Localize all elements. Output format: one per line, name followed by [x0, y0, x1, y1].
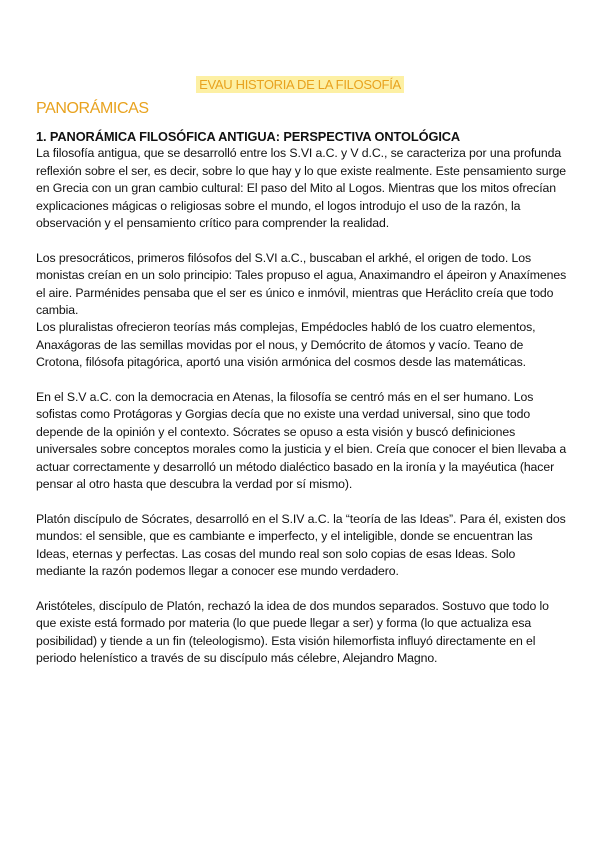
document-title	[0, 77, 600, 92]
document-body	[36, 128, 568, 685]
paragraph: En el S.V a.C. con la democracia en Atenas, la filosofía se centró más en el ser humano. Los sofistas como Protágoras y Gorgias decía que no existe una verdad universal, sino que todo depende de la opinión y el contexto. Sócrates se opuso a esta visión y buscó definiciones universales sobre conceptos morales como la justicia y el bien. Creía que conocer el bien llevaba a actuar correctamente y desarrolló un método dialéctico basado en la ironía y la mayéutica (hacer pensar al otro hasta que descubra la verdad por sí mismo).	[36, 390, 567, 492]
section-heading: PANORÁMICAS	[36, 100, 149, 117]
paragraph: Los pluralistas ofrecieron teorías más complejas, Empédocles habló de los cuatro elementos, Anaxágoras de las semillas movidas por el nous, y Demócrito de átomos y vacío. Teano de Crotona, filósofa pitagórica, aportó una visión armónica del cosmos desde las matemáticas.	[36, 320, 536, 370]
paragraph: Los presocráticos, primeros filósofos del S.VI a.C., buscaban el arkhé, el origen de todo. Los monistas creían en un solo principio: Tales propuso el agua, Anaximandro el ápeiron y Anaxímenes el aire. Parménides pensaba que el ser es único e inmóvil, mientras que Heráclito creía que todo cambia.	[36, 250, 567, 318]
paragraph: Aristóteles, discípulo de Platón, rechazó la idea de dos mundos separados. Sostuvo que todo lo que existe está formado por materia (lo que puede llegar a ser) y forma (lo que actualiza esa posibilidad) y tiende a un fin (teleologismo). Esta visión hilemorfista influyó directamente en el periodo helenístico a través de su discípulo más célebre, Alejandro Magno.	[36, 598, 549, 666]
paragraph: Platón discípulo de Sócrates, desarrolló en el S.IV a.C. la “teoría de las Ideas”. Para él, existen dos mundos: el sensible, que es cambiante e imperfecto, y el inteligible, donde se encuentran las Ideas, eternas y perfectas. Las cosas del mundo real son solo copias de esas Ideas. Solo mediante la razón podemos llegar a conocer ese mundo verdadero.	[36, 511, 566, 579]
subsection-heading: 1. PANORÁMICA FILOSÓFICA ANTIGUA: PERSPECTIVA ONTOLÓGICA	[36, 129, 461, 144]
document-title-text: EVAU HISTORIA DE LA FILOSOFÍA	[196, 76, 404, 93]
paragraph: La filosofía antigua, que se desarrolló entre los S.VI a.C. y V d.C., se caracteriza por una profunda reflexión sobre el ser, es decir, sobre lo que hay y lo que existe realmente. Este pensamiento surge en Grecia con un gran cambio cultural: El paso del Mito al Logos. Mientras que los mitos ofrecían explicaciones mágicas o religiosas sobre el mundo, el logos introdujo el uso de la razón, la observación y el pensamiento crítico para comprender la realidad.	[36, 146, 567, 231]
